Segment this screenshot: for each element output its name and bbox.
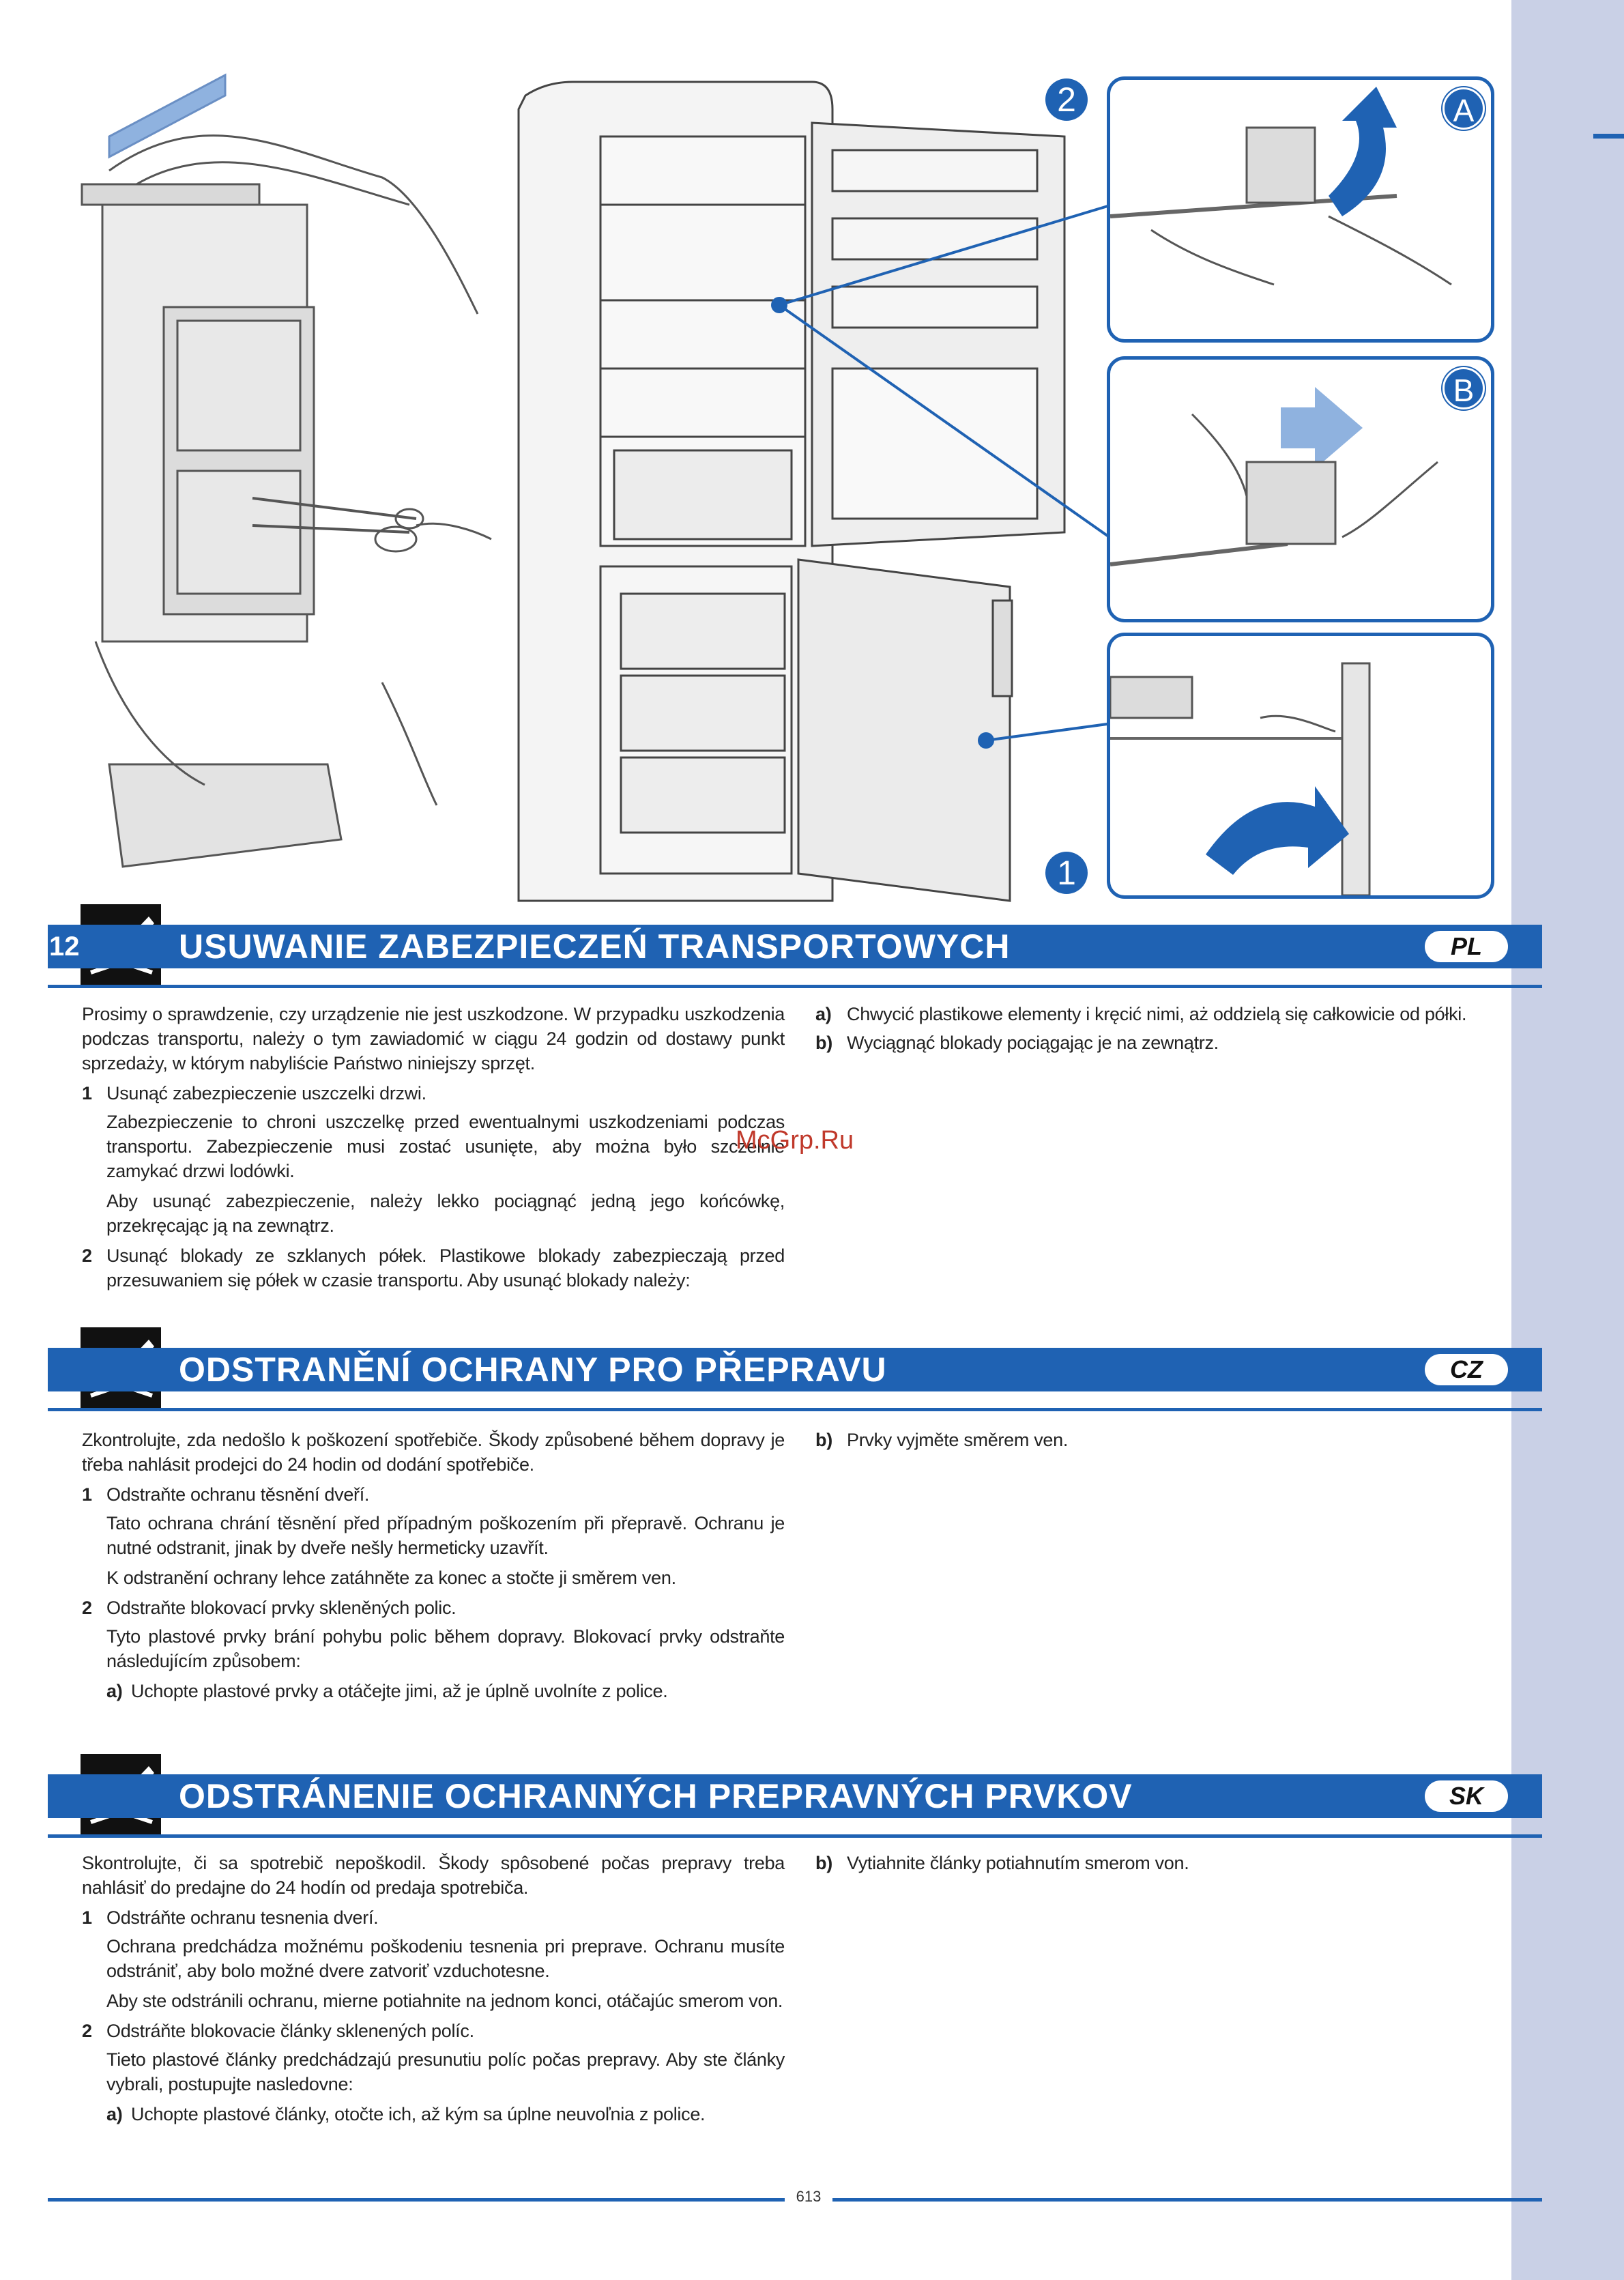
shelf-twist-drawing — [1110, 80, 1491, 339]
sk-step-b — [815, 1851, 1498, 1875]
pl-left-column — [82, 1002, 785, 1297]
pl-step-a — [815, 1002, 1498, 1026]
cz-step-1-number: 1 — [82, 1484, 92, 1505]
cz-step-a-text: Uchopte plastové prvky a otáčejte jimi, až je úplně uvolníte z police. — [131, 1681, 668, 1701]
section-rule-cz — [48, 1408, 1542, 1411]
pl-step-2-text: Usunąć blokady ze szklanych półek. Plastikowe blokady zabezpieczają przed przesuwaniem się półek w czasie transportu. Aby usunąć blokady należy: — [106, 1245, 785, 1290]
section-title-sk: ODSTRÁNENIE OCHRANNÝCH PREPRAVNÝCH PRVKOV — [179, 1777, 1133, 1815]
footer-rule-right — [832, 2198, 1542, 2202]
pl-step-a-text: Chwycić plastikowe elementy i kręcić nimi, aż oddzielą się całkowicie od półki. — [847, 1004, 1467, 1024]
watermark: McGrp.Ru — [736, 1126, 854, 1155]
callout-dot-gasket — [978, 732, 994, 749]
pl-intro: Prosimy o sprawdzenie, czy urządzenie nie jest uszkodzone. W przypadku uszkodzenia podczas transportu, należy o tym zawiadomić w ciągu 24 godzin od dostawy punkt sprzedaży, w którym nabyliście Państwo niniejszy sprzęt. — [82, 1004, 785, 1073]
sk-step-1 — [82, 1905, 785, 1930]
sk-intro: Skontrolujte, či sa spotrebič nepoškodil. Škody spôsobené počas prepravy treba nahlásiť do predajne do 24 hodín od predaja spotrebiča. — [82, 1853, 785, 1898]
section-banner-pl — [48, 925, 1542, 968]
pl-step-a-label: a) — [815, 1004, 832, 1024]
footer-rule-left — [48, 2198, 785, 2202]
cz-step-b — [815, 1428, 1498, 1452]
sk-step-2 — [82, 2019, 785, 2043]
sk-step-2-number: 2 — [82, 2021, 92, 2041]
cz-step-a-label: a) — [106, 1681, 123, 1701]
section-banner-cz — [48, 1348, 1542, 1391]
cz-step-2 — [82, 1596, 785, 1620]
detail-panel-a — [1107, 76, 1494, 343]
sk-step-b-label: b) — [815, 1853, 832, 1873]
cz-step-b-text: Prvky vyjměte směrem ven. — [847, 1430, 1069, 1450]
side-tab-marker — [1593, 134, 1624, 139]
pl-step-1 — [82, 1081, 785, 1106]
pl-step-2 — [82, 1243, 785, 1293]
detail-panel-gasket — [1107, 633, 1494, 899]
sk-step-2-text: Odstráňte blokovacie články sklenených políc. — [106, 2021, 474, 2041]
cz-step-b-label: b) — [815, 1430, 832, 1450]
pl-step-b — [815, 1030, 1498, 1055]
cz-right-column — [815, 1428, 1498, 1456]
cz-step-2-text: Odstraňte blokovací prvky skleněných polic. — [106, 1598, 456, 1618]
illustration — [0, 0, 1511, 925]
pl-step-1-text: Usunąć zabezpieczenie uszczelki drzwi. — [106, 1083, 426, 1103]
footer-page-number: 613 — [796, 2188, 822, 2205]
page-number: 12 — [49, 932, 80, 962]
packaged-fridge-drawing — [82, 75, 491, 867]
pl-step-b-text: Wyciągnąć blokady pociągając je na zewnątrz. — [847, 1033, 1219, 1053]
section-title-cz: ODSTRANĚNÍ OCHRANY PRO PŘEPRAVU — [179, 1351, 887, 1389]
sk-right-column — [815, 1851, 1498, 1879]
sk-step-1-paragraph-1: Ochrana predchádza možnému poškodeniu tesnenia pri preprave. Ochranu musíte odstrániť, aby bolo možné dvere zatvoriť vzduchotesne. — [106, 1936, 785, 1981]
section-banner-sk — [48, 1774, 1542, 1818]
gasket-protection-drawing — [1110, 636, 1491, 895]
pl-step-2-number: 2 — [82, 1245, 92, 1266]
pl-right-column — [815, 1002, 1498, 1059]
sk-step-1-number: 1 — [82, 1907, 92, 1928]
pl-step-1-number: 1 — [82, 1083, 92, 1103]
cz-step-1 — [82, 1482, 785, 1507]
callout-dot-shelf — [771, 297, 787, 313]
section-title-pl: USUWANIE ZABEZPIECZEŃ TRANSPORTOWYCH — [179, 927, 1011, 966]
sk-step-a-label: a) — [106, 2104, 123, 2124]
section-rule-pl — [48, 985, 1542, 988]
cz-step-2-paragraph-1: Tyto plastové prvky brání pohybu polic během dopravy. Blokovací prvky odstraňte následujícím způsobem: — [106, 1626, 785, 1671]
cz-step-a — [106, 1679, 785, 1703]
sk-step-1-paragraph-2: Aby ste odstránili ochranu, mierne potiahnite na jednom konci, otáčajúc smerom von. — [106, 1991, 783, 2011]
sk-left-column — [82, 1851, 785, 2131]
sk-step-b-text: Vytiahnite články potiahnutím smerom von. — [847, 1853, 1189, 1873]
cz-intro: Zkontrolujte, zda nedošlo k poškození spotřebiče. Škody způsobené během dopravy je třeba nahlásit prodejci do 24 hodin od dodání spotřebiče. — [82, 1430, 785, 1475]
cz-left-column — [82, 1428, 785, 1707]
pl-step-b-label: b) — [815, 1033, 832, 1053]
step-a-badge: A — [1442, 87, 1485, 130]
sk-step-2-paragraph-1: Tieto plastové články predchádzajú presunutiu políc počas prepravy. Aby ste články vybrali, postupujte nasledovne: — [106, 2049, 785, 2094]
step-2-badge: 2 — [1045, 78, 1088, 121]
side-tab-strip — [1511, 0, 1624, 2280]
pl-step-1-paragraph-1: Zabezpieczenie to chroni uszczelkę przed ewentualnymi uszkodzeniami podczas transportu. Zabezpieczenie musi zostać usunięte, aby można było szczelnie zamykać drzwi lodówki. — [106, 1112, 785, 1181]
step-b-badge: B — [1442, 367, 1485, 409]
lang-badge-sk: SK — [1425, 1780, 1508, 1812]
cz-step-1-paragraph-1: Tato ochrana chrání těsnění před případným poškozením při přepravě. Ochranu je nutné odstranit, jinak by dveře nešly hermeticky uzavřít. — [106, 1513, 785, 1558]
cz-step-2-number: 2 — [82, 1598, 92, 1618]
lang-badge-pl: PL — [1425, 931, 1508, 962]
cz-step-1-paragraph-2: K odstranění ochrany lehce zatáhněte za konec a stočte ji směrem ven. — [106, 1568, 676, 1588]
cz-step-1-text: Odstraňte ochranu těsnění dveří. — [106, 1484, 370, 1505]
lang-badge-cz: CZ — [1425, 1354, 1508, 1385]
shelf-pull-drawing — [1110, 360, 1491, 619]
section-rule-sk — [48, 1834, 1542, 1838]
sk-step-a — [106, 2102, 785, 2126]
sk-step-1-text: Odstráňte ochranu tesnenia dverí. — [106, 1907, 379, 1928]
step-1-badge: 1 — [1045, 852, 1088, 894]
pl-step-1-paragraph-2: Aby usunąć zabezpieczenie, należy lekko pociągnąć jedną jego końcówkę, przekręcając ją na zewnątrz. — [106, 1191, 785, 1236]
detail-panel-b — [1107, 356, 1494, 622]
sk-step-a-text: Uchopte plastové články, otočte ich, až kým sa úplne neuvoľnia z police. — [131, 2104, 706, 2124]
open-fridge-drawing — [519, 82, 1064, 901]
